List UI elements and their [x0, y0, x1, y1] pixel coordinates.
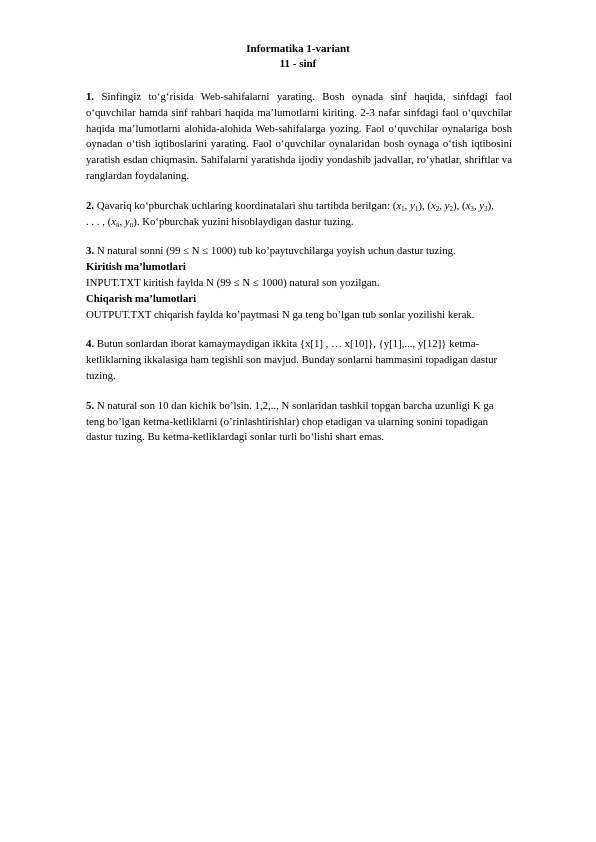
task-number: 1.: [86, 91, 95, 103]
task-number: 3.: [86, 245, 95, 258]
input-heading: Kiritish ma’lumotlari: [86, 261, 186, 274]
task-text: N natural son 10 dan kichik bo’lsin. 1,2,.., N sonlaridan tashkil topgan barcha uzunligi K ga teng bo’lgan ketma-ketliklarni (o’rinlashtirishlar) chop etadigan va ularning sonini topadigan dastur tuzing. Bu ketma-ketliklardagi sonlar turli bo‘lishi shart emas.: [86, 399, 494, 444]
task-2: 2. Qavariq ko‘pburchak uchlaring koordinatalari shu tartibda berilgan: ($x_1$, $y_1$), ($x_2$, $y_2$), ($x_3$, $y_3$), . . . , ($x_n$, $y_n$). Ko‘pburchak yuzini hisoblaydigan dastur tuzing.: [86, 199, 494, 229]
task-5: [86, 399, 512, 446]
point-1: ($x_1$, $y_1$): [392, 199, 422, 213]
task-4: [86, 337, 512, 384]
point-2: ($x_2$, $y_2$): [427, 199, 457, 213]
input-text: INPUT.TXT kiritish faylda N (99 ≤ N ≤ 1000) natural son yozilgan.: [86, 276, 380, 289]
task-number: 2.: [86, 199, 95, 212]
task-number: 5.: [86, 399, 95, 412]
tasks-list: [86, 90, 512, 460]
output-heading: Chiqarish ma’lumotlari: [86, 292, 197, 305]
task-text-prefix: Qavariq ko‘pburchak uchlaring koordinatalari shu tartibda berilgan:: [96, 199, 393, 212]
output-text: OUTPUT.TXT chiqarish faylda ko’paytmasi N ga teng bo’lgan tub sonlar yozilishi kerak.: [86, 308, 475, 321]
document-title: Informatika 1-variant: [246, 43, 350, 55]
point-3: ($x_3$, $y_3$): [461, 199, 492, 213]
task-1: [86, 90, 512, 185]
task-text: N natural sonni (99 ≤ N ≤ 1000) tub ko’paytuvchilarga yoyish uchun dastur tuzing.: [96, 245, 456, 258]
document-header: [0, 42, 596, 72]
ellipsis: . . . ,: [86, 215, 108, 228]
point-n: ($x_n$, $y_n$): [107, 215, 137, 229]
document-subtitle: 11 - sinf: [279, 58, 317, 70]
task-3: [86, 244, 512, 323]
task-text-suffix: . Ko‘pburchak yuzini hisoblaydigan dastur tuzing.: [136, 215, 354, 228]
task-number: 4.: [86, 338, 95, 351]
task-text: Butun sonlardan iborat kamaymaydigan ikkita {x[1] , … x[10]}, {y[1],..., y[12]} ketma-ketliklarning ikkalasiga ham tegishli son mavjud. Bunday sonlarni hammasini topadigan dastur tuzing.: [86, 338, 498, 382]
task-text: Sinfingiz to‘g‘risida Web-sahifalarni yarating. Bosh oynada sinf haqida, sinfdagi faol o‘quvchilar hamda sinf rahbari haqida ma’lumotlarni kiriting. 2-3 nafar sinfdagi faol o‘quvchilar haqida ma’lumotlarni alohida-alohida Web-sahifalarga yozing. Faol o‘quvchilar oynalariga bosh oynadan o‘tish iqtiboslarini yarating. Faol o‘quvchilar oynalaridan bosh oynaga o‘tish iqtibosini yaratish esdan chiqmasin. Sahifalarni yaratishda ijodiy yondashib jadvallar, ro‘yhatlar, shriftlar va ranglardan foydalaning.: [86, 91, 512, 182]
